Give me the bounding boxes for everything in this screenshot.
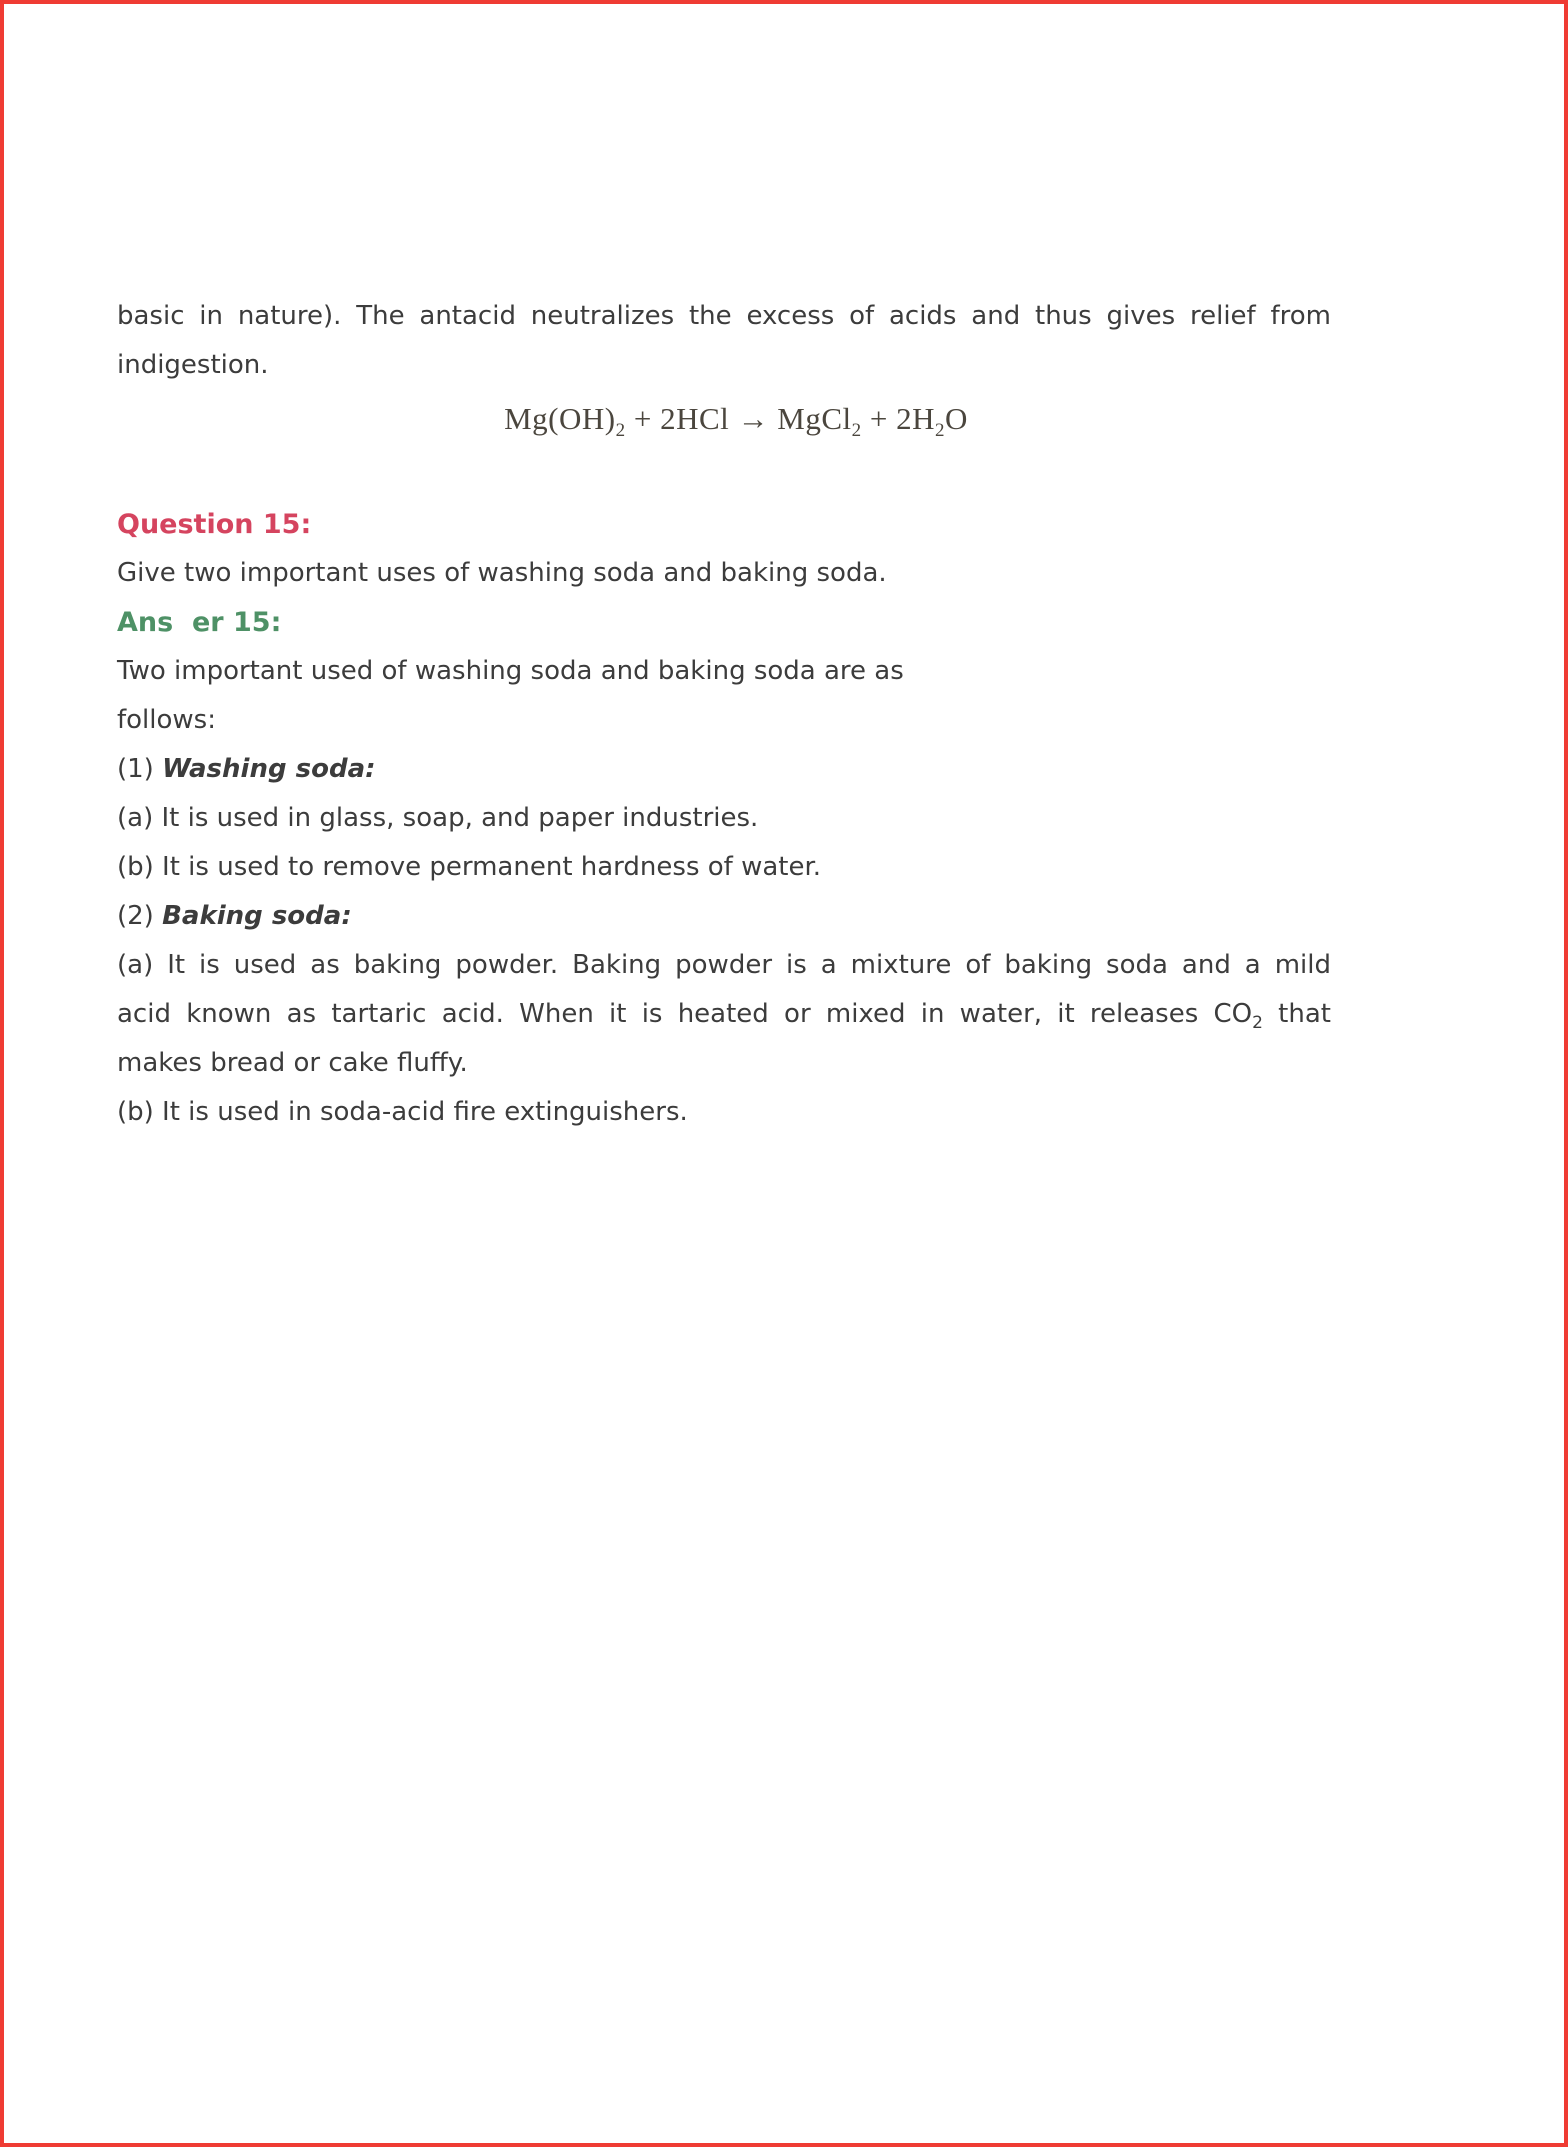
item-2-number: (2) — [117, 901, 163, 931]
page-content — [4, 4, 1564, 1137]
equation-subscript: 2 — [615, 420, 626, 442]
co2-text-before: acid known as tartaric acid. When it is heated or mixed in water, it releases CO — [117, 999, 1253, 1029]
chemical-equation — [141, 396, 1331, 442]
answer-line-1: Two important used of washing soda and baking soda are as — [117, 656, 904, 686]
item-1-heading — [117, 745, 1331, 794]
equation-product-2: + 2H — [861, 401, 935, 436]
equation-product-1: MgCl — [769, 401, 852, 436]
co2-text-after: that — [1262, 999, 1331, 1029]
equation-reactant-1: Mg(OH) — [504, 401, 616, 436]
reaction-arrow-icon: → — [737, 401, 770, 436]
item-2-point-b: (b) It is used in soda-acid fire extinguishers. — [117, 1097, 688, 1127]
intro-line-2: indigestion. — [117, 350, 269, 380]
co2-subscript: 2 — [1252, 1013, 1263, 1034]
item-1-number: (1) — [117, 754, 163, 784]
question-heading: Question 15: — [117, 509, 312, 540]
answer-heading: Ans er 15: — [117, 607, 282, 638]
item-2-point-a-line-3: makes bread or cake fluffy. — [117, 1048, 468, 1078]
intro-line-1: basic in nature). The antacid neutralizes the excess of acids and thus gives relief from — [117, 301, 1331, 331]
question-text: Give two important uses of washing soda and baking soda. — [117, 558, 887, 588]
item-2-point-a-line-1: (a) It is used as baking powder. Baking powder is a mixture of baking soda and a mild — [117, 950, 1331, 980]
equation-subscript: 2 — [935, 420, 945, 442]
item-2-point-a-line-2 — [117, 990, 1331, 1039]
equation-reactant-2: + 2HCl — [625, 401, 738, 436]
equation-subscript: 2 — [851, 420, 862, 442]
intro-paragraph — [117, 292, 1331, 390]
item-2-label: Baking soda: — [162, 901, 352, 931]
item-1-point-b: (b) It is used to remove permanent hardness of water. — [117, 852, 822, 882]
answer-line-2: follows: — [117, 705, 216, 735]
item-1-point-a: (a) It is used in glass, soap, and paper industries. — [117, 803, 759, 833]
item-1-label: Washing soda: — [162, 754, 376, 784]
equation-product-2-end: O — [945, 401, 968, 436]
item-2-heading — [117, 892, 1331, 941]
